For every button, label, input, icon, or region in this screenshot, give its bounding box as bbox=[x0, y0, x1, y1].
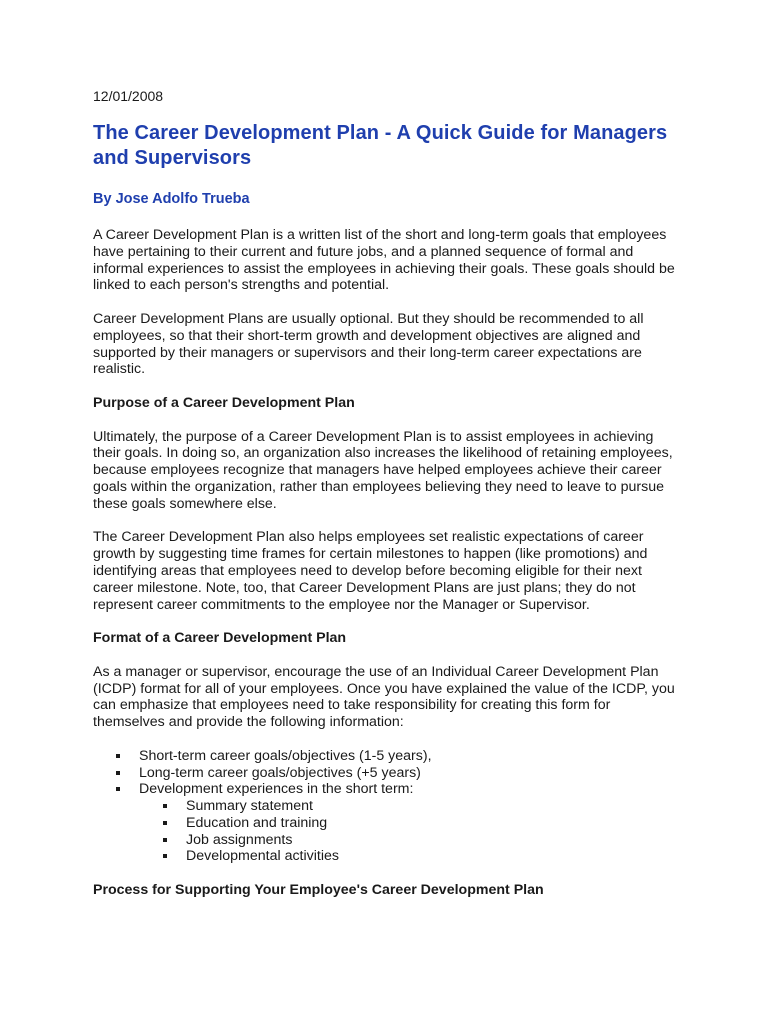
document-page bbox=[93, 86, 683, 916]
square-bullet-icon bbox=[116, 771, 120, 775]
sub-list-item: Developmental activities bbox=[93, 848, 683, 865]
sub-list-item: Job assignments bbox=[93, 832, 683, 849]
section-heading-purpose: Purpose of a Career Development Plan bbox=[93, 394, 355, 411]
square-bullet-icon bbox=[163, 821, 167, 825]
intro-paragraph-2: Career Development Plans are usually optional. But they should be recommended to all employees, so that their short-term growth and development objectives are aligned and supported by their managers or supervisors and their long-term career expectations are realistic. bbox=[93, 310, 644, 378]
square-bullet-icon bbox=[163, 838, 167, 842]
square-bullet-icon bbox=[163, 854, 167, 858]
list-item: Development experiences in the short term: bbox=[93, 781, 683, 798]
purpose-paragraph-1: Ultimately, the purpose of a Career Development Plan is to assist employees in achieving their goals. In doing so, an organization also increases the likelihood of retaining employees, because employees recognize that managers have helped employees achieve their career goals within the organization, rather than employees believing they need to leave to pursue these goals somewhere else. bbox=[93, 428, 673, 512]
section-heading-process: Process for Supporting Your Employee's Career Development Plan bbox=[93, 882, 544, 899]
document-title: The Career Development Plan - A Quick Guide for Managers and Supervisors bbox=[93, 122, 668, 169]
document-date: 12/01/2008 bbox=[93, 88, 164, 104]
bullet-list bbox=[93, 748, 683, 866]
format-paragraph: As a manager or supervisor, encourage the use of an Individual Career Development Plan (ICDP) format for all of your employees. Once you have explained the value of the ICDP, you can emphasize that employees need to take responsibility for creating this form for themselves and provide the following information: bbox=[93, 663, 675, 731]
sub-list-item: Education and training bbox=[93, 815, 683, 832]
list-item: Long-term career goals/objectives (+5 years) bbox=[93, 765, 683, 782]
purpose-paragraph-2: The Career Development Plan also helps employees set realistic expectations of career growth by suggesting time frames for certain milestones to happen (like promotions) and identifying areas that employees need to develop before becoming eligible for their next career milestone. Note, too, that Career Development Plans are just plans; they do not represent career commitments to the employee nor the Manager or Supervisor. bbox=[93, 529, 648, 613]
square-bullet-icon bbox=[116, 787, 120, 791]
author-byline: By Jose Adolfo Trueba bbox=[93, 191, 250, 207]
section-heading-format: Format of a Career Development Plan bbox=[93, 630, 347, 647]
intro-paragraph-1: A Career Development Plan is a written list of the short and long-term goals that employees have pertaining to their current and future jobs, and a planned sequence of formal and informal experiences to assist the employees in achieving their goals. These goals should be linked to each person's strengths and potential. bbox=[93, 227, 675, 294]
square-bullet-icon bbox=[163, 804, 167, 808]
sub-list-item: Summary statement bbox=[93, 798, 683, 815]
list-item: Short-term career goals/objectives (1-5 years), bbox=[93, 748, 683, 765]
square-bullet-icon bbox=[116, 754, 120, 758]
